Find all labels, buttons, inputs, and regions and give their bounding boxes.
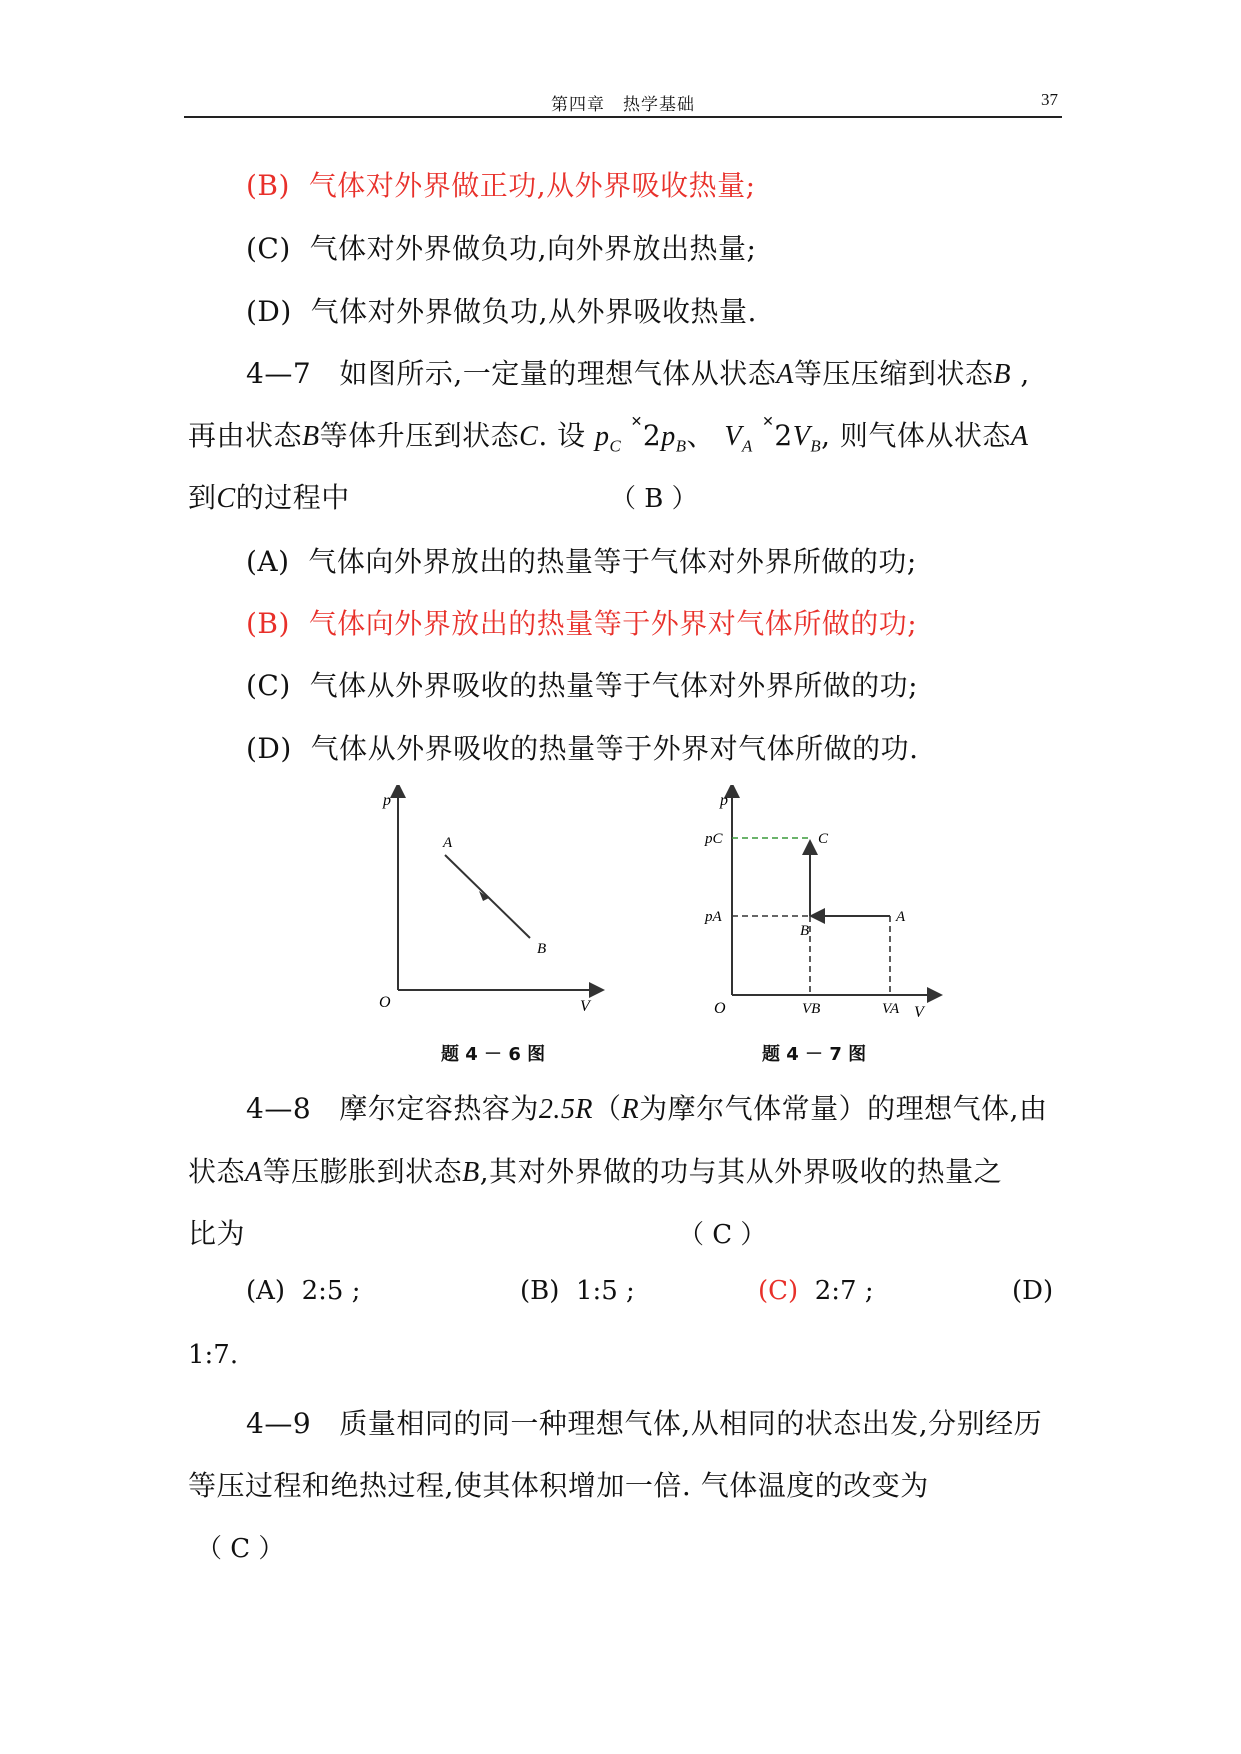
label-vb: VB: [802, 1001, 821, 1017]
q46-option-d: (D) 气体对外界做负功,从外界吸收热量.: [246, 295, 757, 328]
label-a: A: [896, 909, 906, 925]
q48-number: 4—8: [246, 1092, 312, 1125]
q47-line-1: 4—7 如图所示,一定量的理想气体从状态A等压压缩到状态B ,: [246, 357, 1030, 390]
q47-answer: （ B ）: [610, 484, 698, 514]
label-b: B: [537, 941, 547, 957]
q49-line-2: 等压过程和绝热过程,使其体积增加一倍. 气体温度的改变为: [188, 1469, 929, 1502]
page-header: [184, 88, 1062, 118]
q46-option-c: (C) 气体对外界做负功,向外界放出热量;: [246, 232, 757, 265]
label-a: A: [443, 835, 453, 851]
q47-option-d: (D) 气体从外界吸收的热量等于外界对气体所做的功.: [246, 732, 919, 765]
label-o: O: [379, 994, 391, 1011]
q48-line-2: 状态A等压膨胀到状态B,其对外界做的功与其从外界吸收的热量之: [188, 1155, 1003, 1188]
q48-option-a: (A) 2:5 ;: [246, 1276, 361, 1306]
label-v: V: [914, 1004, 924, 1020]
q48-option-b: (B) 1:5 ;: [520, 1276, 635, 1306]
label-o: O: [714, 1000, 726, 1017]
q47-number: 4—7: [246, 357, 312, 390]
q48-option-d-value: 1:7.: [188, 1340, 239, 1370]
q47-option-c: (C) 气体从外界吸收的热量等于气体对外界所做的功;: [246, 669, 919, 702]
label-pc: pC: [705, 831, 723, 847]
page-number: 37: [1041, 90, 1058, 109]
label-p: p: [383, 792, 391, 809]
label-p: p: [720, 792, 728, 809]
figure-4-6: [375, 785, 615, 1015]
q46-option-b: (B) 气体对外界做正功,从外界吸收热量;: [246, 169, 756, 202]
figure-4-6-caption: 题 4 － 6 图: [441, 1044, 546, 1065]
q47-option-a: (A) 气体向外界放出的热量等于气体对外界所做的功;: [246, 545, 917, 578]
q49-number: 4—9: [246, 1407, 312, 1440]
chapter-title: 第四章 热学基础: [551, 95, 695, 115]
q48-line-1: 4—8 摩尔定容热容为2.5R（R为摩尔气体常量）的理想气体,由: [246, 1092, 1048, 1125]
q47-line-2: 再由状态B等体升压到状态C. 设 $p_C$ $^✕2p_B$、 $V_A$ $^✕2V_B$, 则气体从状态A: [188, 414, 1029, 456]
figure-4-7: [690, 785, 950, 1020]
label-pa: pA: [705, 909, 722, 925]
q48-line-3: 比为: [188, 1217, 246, 1250]
label-va: VA: [882, 1001, 900, 1017]
label-c: C: [818, 831, 829, 847]
q48-answer: （ C ）: [678, 1220, 767, 1250]
label-b: B: [800, 923, 810, 939]
q47-line-3: 到C的过程中: [188, 481, 350, 514]
q49-answer: （ C ）: [196, 1534, 285, 1564]
process-line-ab: [445, 855, 530, 938]
q49-line-1: 4—9 质量相同的同一种理想气体,从相同的状态出发,分别经历: [246, 1407, 1043, 1440]
q48-option-d: (D): [1012, 1276, 1054, 1306]
figure-4-7-caption: 题 4 － 7 图: [762, 1044, 867, 1065]
label-v: V: [580, 998, 590, 1015]
q47-option-b: (B) 气体向外界放出的热量等于外界对气体所做的功;: [246, 607, 918, 640]
q48-option-c: (C) 2:7 ;: [758, 1276, 874, 1306]
